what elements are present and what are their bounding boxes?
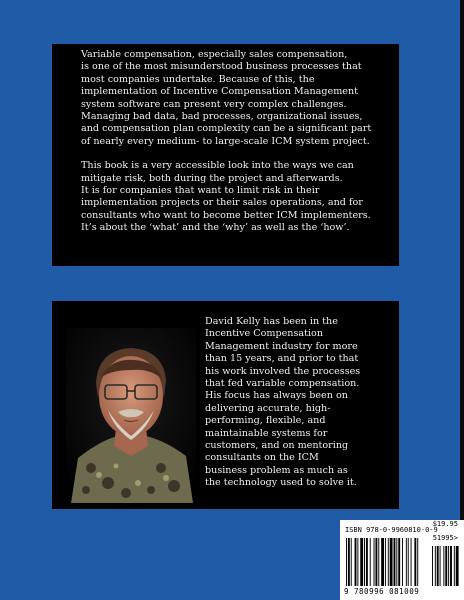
author-panel (52, 301, 399, 509)
blurb-paragraph-1: Variable compensation, especially sales compensation, is one of the most misunderstood business processes that most companies undertake. Because of this, the implementation of Incentive Compensation Management system software can present very complex challenges. Managing bad data, bad processes, organizational issues, and compensation plan complexity can be a significant part of nearly every medium- to large-scale ICM system project. (81, 49, 372, 147)
author-photo (66, 328, 196, 503)
barcode-bars (344, 536, 460, 588)
barcode-number: 9 780996 081009 (344, 587, 420, 596)
price-code: 51995> (432, 534, 458, 542)
price-label: $19.95 (432, 520, 458, 528)
book-blurb-panel (52, 44, 399, 266)
isbn-barcode (340, 520, 464, 600)
author-bio: David Kelly has been in the Incentive Compensation Management industry for more than 15 years, and prior to that his work involved the processes that fed variable compensation. His focus has always been on delivering accurate, high- performing, flexible, and maintainable systems for customers, and on mentoring consultants on the ICM business problem as much as the technology used to solve it. (205, 316, 361, 489)
isbn-label: ISBN 978-0-9960810-0-9 (345, 526, 438, 534)
blurb-paragraph-2: This book is a very accessible look into the ways we can mitigate risk, both during the project and afterwards. It is for companies that want to limit risk in their implementation projects or their sales operations, and for consultants who want to become better ICM implementers. It’s about the ‘what’ and the ‘why’ as well as the ‘how’. (81, 160, 371, 234)
spine-edge (460, 0, 464, 600)
